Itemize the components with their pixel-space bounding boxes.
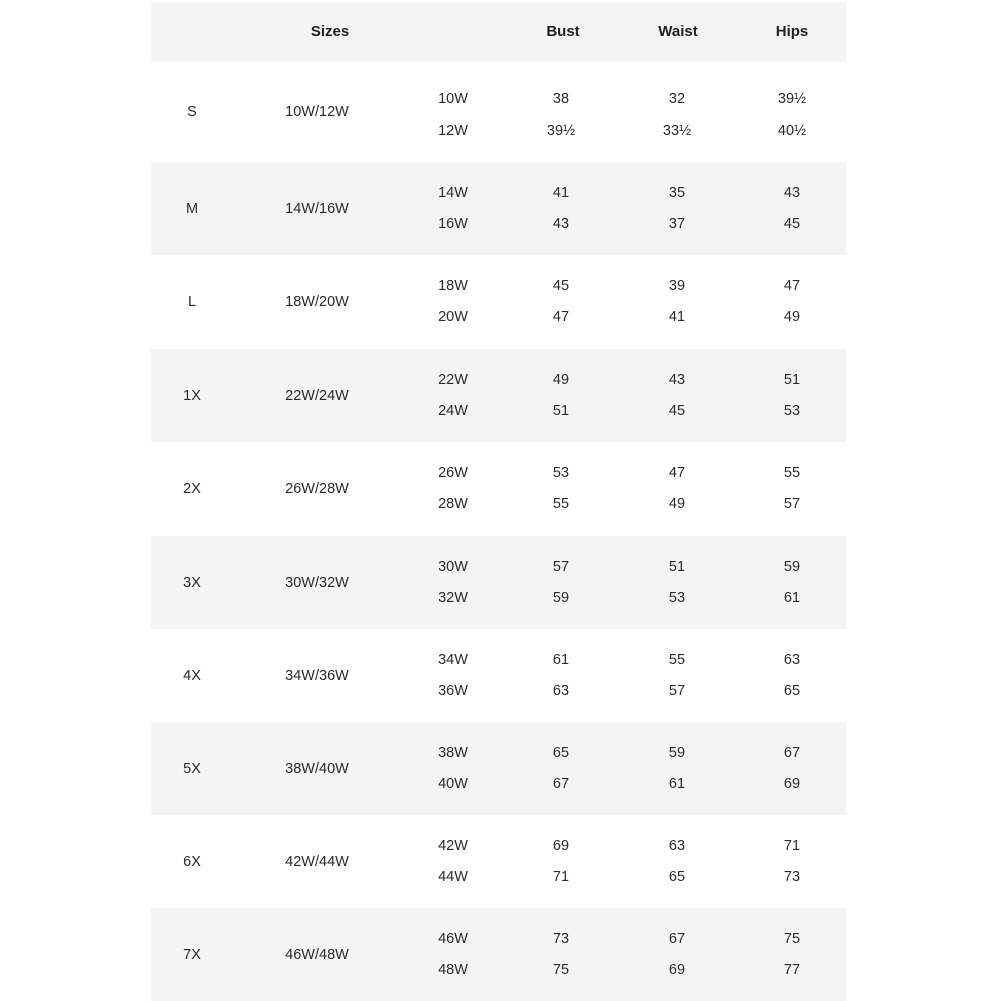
size-value: 44W (438, 868, 468, 885)
table-header (151, 2, 846, 62)
waist-value: 39 (668, 278, 686, 295)
size-value: 42W (438, 838, 468, 855)
waist-value: 49 (668, 495, 686, 512)
size-value: 18W (438, 278, 468, 295)
size-value: 28W (438, 495, 468, 512)
bust-value: 45 (552, 278, 570, 295)
hips-value: 75 (783, 931, 801, 948)
bust-value: 39½ (546, 123, 576, 139)
size-letter: 5X (183, 760, 201, 777)
size-letter: M (185, 200, 199, 217)
waist-value: 32 (668, 91, 686, 107)
size-value: 36W (438, 682, 468, 699)
bust-value: 71 (552, 868, 570, 885)
hips-value: 65 (783, 682, 801, 699)
size-letter: S (187, 104, 197, 120)
hips-value: 49 (783, 308, 801, 325)
table-row (151, 629, 846, 722)
size-range: 22W/24W (285, 387, 349, 404)
size-letter: 6X (183, 853, 201, 870)
hips-value: 53 (783, 402, 801, 419)
hips-value: 55 (783, 465, 801, 482)
hips-value: 45 (783, 215, 801, 232)
size-range: 10W/12W (285, 104, 349, 120)
table-row (151, 908, 846, 1001)
size-value: 48W (438, 961, 468, 978)
waist-value: 69 (668, 961, 686, 978)
size-range: 46W/48W (285, 946, 349, 963)
hips-value: 40½ (777, 123, 807, 139)
size-range: 42W/44W (285, 853, 349, 870)
hips-value: 73 (783, 868, 801, 885)
table-row (151, 255, 846, 348)
size-letter: 4X (183, 667, 201, 684)
hips-value: 67 (783, 745, 801, 762)
waist-value: 59 (668, 745, 686, 762)
bust-value: 59 (552, 589, 570, 606)
size-value: 32W (438, 589, 468, 606)
size-letter: 3X (183, 574, 201, 591)
size-range: 30W/32W (285, 574, 349, 591)
size-range: 18W/20W (285, 293, 349, 310)
waist-value: 65 (668, 868, 686, 885)
hips-value: 69 (783, 775, 801, 792)
waist-value: 47 (668, 465, 686, 482)
bust-value: 47 (552, 308, 570, 325)
table-row (151, 162, 846, 255)
table-body (151, 62, 846, 1001)
size-value: 10W (438, 91, 468, 107)
bust-value: 43 (552, 215, 570, 232)
waist-value: 67 (668, 931, 686, 948)
hips-value: 63 (783, 652, 801, 669)
header-hips: Hips (775, 23, 809, 40)
table-row (151, 349, 846, 442)
waist-value: 53 (668, 589, 686, 606)
hips-value: 57 (783, 495, 801, 512)
size-letter: 7X (183, 946, 201, 963)
size-value: 34W (438, 652, 468, 669)
bust-value: 38 (552, 91, 570, 107)
size-range: 14W/16W (285, 200, 349, 217)
size-range: 26W/28W (285, 480, 349, 497)
table-row (151, 536, 846, 629)
bust-value: 49 (552, 372, 570, 389)
size-range: 38W/40W (285, 760, 349, 777)
size-value: 46W (438, 931, 468, 948)
hips-value: 61 (783, 589, 801, 606)
hips-value: 43 (783, 185, 801, 202)
size-value: 30W (438, 559, 468, 576)
hips-value: 77 (783, 961, 801, 978)
waist-value: 33½ (662, 123, 692, 139)
bust-value: 61 (552, 652, 570, 669)
size-value: 14W (438, 185, 468, 202)
size-value: 12W (438, 123, 468, 139)
table-row (151, 62, 846, 162)
waist-value: 35 (668, 185, 686, 202)
size-value: 26W (438, 465, 468, 482)
bust-value: 57 (552, 559, 570, 576)
waist-value: 51 (668, 559, 686, 576)
bust-value: 75 (552, 961, 570, 978)
waist-value: 61 (668, 775, 686, 792)
size-letter: 2X (183, 480, 201, 497)
bust-value: 73 (552, 931, 570, 948)
waist-value: 41 (668, 308, 686, 325)
size-value: 40W (438, 775, 468, 792)
table-row (151, 722, 846, 815)
bust-value: 53 (552, 465, 570, 482)
size-chart-table (151, 2, 846, 1001)
waist-value: 45 (668, 402, 686, 419)
header-bust: Bust (546, 23, 580, 40)
waist-value: 57 (668, 682, 686, 699)
bust-value: 65 (552, 745, 570, 762)
size-value: 16W (438, 215, 468, 232)
table-row (151, 442, 846, 535)
size-value: 22W (438, 372, 468, 389)
size-value: 20W (438, 308, 468, 325)
size-letter: L (187, 293, 197, 310)
waist-value: 55 (668, 652, 686, 669)
hips-value: 59 (783, 559, 801, 576)
bust-value: 41 (552, 185, 570, 202)
bust-value: 63 (552, 682, 570, 699)
hips-value: 71 (783, 838, 801, 855)
size-value: 24W (438, 402, 468, 419)
bust-value: 51 (552, 402, 570, 419)
bust-value: 55 (552, 495, 570, 512)
size-value: 38W (438, 745, 468, 762)
waist-value: 43 (668, 372, 686, 389)
hips-value: 47 (783, 278, 801, 295)
hips-value: 39½ (777, 91, 807, 107)
waist-value: 37 (668, 215, 686, 232)
size-letter: 1X (183, 387, 201, 404)
waist-value: 63 (668, 838, 686, 855)
header-sizes: Sizes (310, 23, 350, 40)
size-range: 34W/36W (285, 667, 349, 684)
table-row (151, 815, 846, 908)
hips-value: 51 (783, 372, 801, 389)
header-waist: Waist (658, 23, 698, 40)
bust-value: 67 (552, 775, 570, 792)
bust-value: 69 (552, 838, 570, 855)
